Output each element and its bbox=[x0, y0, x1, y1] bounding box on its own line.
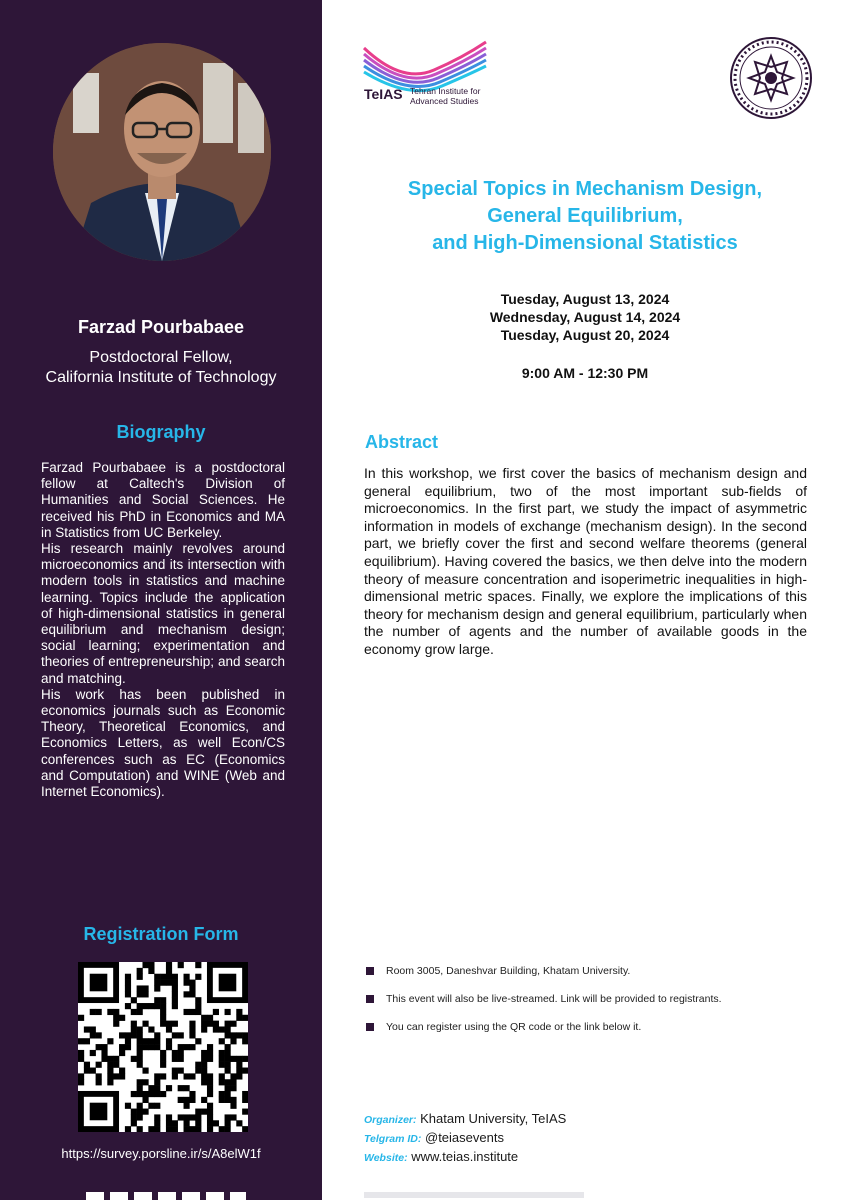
abstract-heading: Abstract bbox=[365, 432, 439, 452]
event-dates bbox=[322, 290, 848, 344]
speaker-position: Postdoctoral Fellow, bbox=[89, 349, 233, 366]
event-date: Tuesday, August 13, 2024 bbox=[500, 291, 670, 307]
square-bullet-icon bbox=[366, 967, 374, 975]
qr-code-graphic bbox=[78, 962, 248, 1132]
registration-link[interactable]: https://survey.porsline.ir/s/A8elW1f bbox=[61, 1146, 261, 1161]
telegram-label: Telgram ID: bbox=[364, 1133, 422, 1145]
teias-subtitle-line: Advanced Studies bbox=[410, 96, 479, 106]
website-row bbox=[364, 1148, 566, 1167]
organizer-row bbox=[364, 1110, 566, 1129]
biography-paragraph: His research mainly revolves around microeconomics and its intersection with modern tools in statistics and machine learning. Topics include the application of high-dimensional statistics in general equilibrium and mechanism design; social learning; experimentation and theories of entrepreneurship; and search and matching. bbox=[41, 541, 285, 686]
biography-paragraph: His work has been published in economics journals such as Economic Theory, Theoretical Economics, and Economics Letters, as well Econ/CS conferences such as EC (Economics and Computation) and WINE (Web and Internet Economics). bbox=[41, 686, 285, 800]
teias-subtitle bbox=[410, 86, 480, 106]
event-title-line: and High-Dimensional Statistics bbox=[432, 232, 738, 254]
square-bullet-icon bbox=[366, 1023, 374, 1031]
organizer-label: Organizer: bbox=[364, 1114, 417, 1126]
speaker-name: Farzad Pourbabaee bbox=[77, 317, 245, 337]
speaker-title bbox=[0, 348, 322, 388]
event-time: 9:00 AM - 12:30 PM bbox=[521, 365, 649, 381]
event-date: Tuesday, August 20, 2024 bbox=[500, 327, 670, 343]
speaker-affiliation: California Institute of Technology bbox=[45, 369, 277, 386]
organizer-value: Khatam University, TeIAS bbox=[420, 1111, 567, 1126]
biography-paragraph: Farzad Pourbabaee is a postdoctoral fellow at Caltech's Division of Humanities and Social Sciences. He received his PhD in Economics and MA in Statistics from UC Berkeley. bbox=[41, 460, 285, 540]
abstract-text: In this workshop, we first cover the basics of mechanism design and general equilibrium, two of the most important sub-fields of microeconomics. In the first part, we study the impact of asymmetric information in models of exchange (mechanism design). In the second part, we briefly cover the first and second welfare theorems (general equilibrium). Having covered the basics, we then delve into the modern theory of measure concentration and isoperimetric inequalities in high-dimensional metric spaces. Finally, we explore the implications of this theory for mechanism design and general equilibrium, particularly when the number of agents and the number of available goods in the economy grow large. bbox=[364, 465, 807, 657]
teias-wordmark: TeIAS bbox=[364, 86, 403, 102]
info-item-text: This event will also be live-streamed. Link will be provided to registrants. bbox=[386, 993, 722, 1005]
contact-info bbox=[364, 1110, 566, 1167]
khatam-university-seal bbox=[729, 36, 813, 120]
registration-qr-code[interactable] bbox=[78, 962, 248, 1132]
footer-fade-text bbox=[364, 1192, 584, 1198]
sidebar-footer-strip bbox=[86, 1192, 246, 1200]
teias-subtitle-line: Tehran Institute for bbox=[410, 86, 481, 96]
telegram-row bbox=[364, 1129, 566, 1148]
event-title-line: General Equilibrium, bbox=[487, 205, 683, 227]
event-title bbox=[322, 176, 848, 257]
info-item-register bbox=[364, 1018, 804, 1046]
biography-heading: Biography bbox=[116, 422, 206, 442]
info-item-location bbox=[364, 962, 804, 990]
registration-heading: Registration Form bbox=[83, 924, 239, 944]
speaker-photo bbox=[53, 43, 271, 261]
info-item-livestream bbox=[364, 990, 804, 1018]
square-bullet-icon bbox=[366, 995, 374, 1003]
event-info-list bbox=[364, 962, 804, 1046]
info-item-text: Room 3005, Daneshvar Building, Khatam University. bbox=[386, 965, 631, 977]
speaker-portrait-graphic bbox=[53, 43, 271, 261]
event-date: Wednesday, August 14, 2024 bbox=[489, 309, 681, 325]
event-title-line: Special Topics in Mechanism Design, bbox=[407, 178, 763, 200]
speaker-sidebar bbox=[0, 0, 322, 1200]
website-label: Website: bbox=[364, 1152, 408, 1164]
website-value[interactable]: www.teias.institute bbox=[411, 1149, 519, 1164]
biography-text bbox=[41, 460, 285, 800]
telegram-value[interactable]: @teiasevents bbox=[425, 1130, 504, 1145]
info-item-text: You can register using the QR code or the link below it. bbox=[386, 1021, 642, 1033]
